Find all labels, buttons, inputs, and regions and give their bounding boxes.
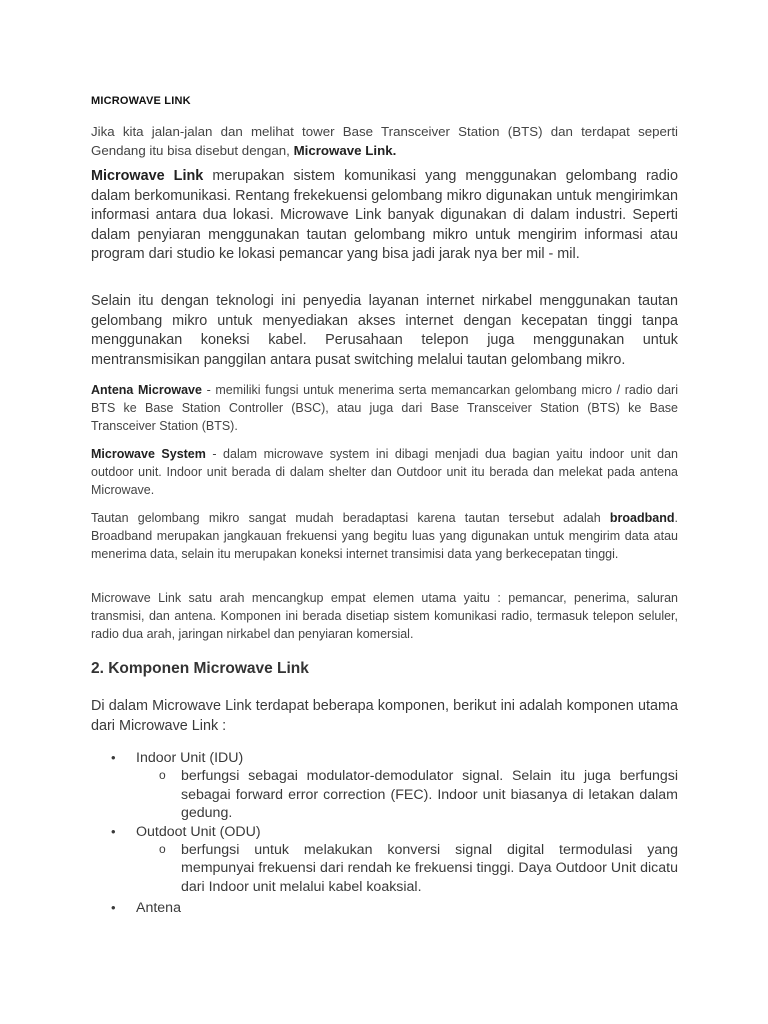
document-title: MICROWAVE LINK: [91, 95, 191, 107]
elements-paragraph: Microwave Link satu arah mencangkup empat elemen utama yaitu : pemancar, penerima, saluran transmisi, dan antena. Komponen ini berada disetiap sistem komunikasi radio, termasuk telepon seluler, radio dua arah, jaringan nirkabel dan penyiaran komersial.: [91, 591, 678, 641]
broadband-paragraph: Tautan gelombang mikro sangat mudah beradaptasi karena tautan tersebut adalah broadband. Broadband merupakan jangkauan frekuensi yang begitu luas yang digunakan untuk mengirim data atau menerima data, selain itu merupakan koneksi internet transimisi data yang berkecepatan tinggi.: [91, 511, 678, 561]
antena-paragraph: Antena Microwave - memiliki fungsi untuk menerima serta memancarkan gelombang micro / radio dari BTS ke Base Station Controller (BSC), atau juga dari Base Transceiver Station (BTS) ke Base Transceiver Station (BTS).: [91, 383, 678, 433]
sub-list-item: [91, 767, 678, 823]
section-heading: 2. Komponen Microwave Link: [91, 660, 309, 677]
list-item: [91, 823, 678, 841]
sub-list-item-text: berfungsi untuk melakukan konversi signal digital termodulasi yang mempunyai frekuensi dari rendah ke frekuensi tinggi. Daya Outdoor Unit dicatu dari Indoor unit melalui kabel koaksial.: [181, 841, 678, 895]
circle-bullet-icon: o: [159, 841, 166, 856]
sub-list-item: [91, 841, 678, 897]
list-item-label: Antena: [136, 900, 181, 916]
internet-paragraph: Selain itu dengan teknologi ini penyedia layanan internet nirkabel menggunakan tautan gelombang mikro untuk menyediakan akses internet dengan kecepatan tinggi tanpa menggunakan koneksi kabel. Perusahaan telepon juga menggunakan untuk mentransmisikan panggilan antara pusat switching melalui tautan gelombang mikro.: [91, 293, 678, 368]
list-item-label: Outdoot Unit (ODU): [136, 823, 261, 840]
definition-paragraph: Microwave Link merupakan sistem komunikasi yang menggunakan gelombang radio dalam berkomunikasi. Rentang frekekuensi gelombang mikro digunakan untuk mengirimkan informasi antara dua lokasi. Microwave Link banyak digunakan di dalam industri. Seperti dalam penyiaran menggunakan tautan gelombang mikro untuk mengirim informasi atau program dari studio ke lokasi pemancar yang bisa jadi jarak nya ber mil - mil.: [91, 168, 678, 262]
system-paragraph: Microwave System - dalam microwave system ini dibagi menjadi dua bagian yaitu indoor unit dan outdoor unit. Indoor unit berada di dalam shelter dan Outdoor unit itu berada dan melekat pada antena Microwave.: [91, 447, 679, 497]
intro-paragraph: Jika kita jalan-jalan dan melihat tower Base Transceiver Station (BTS) dan terdapat seperti Gendang itu bisa disebut dengan, Microwave Link.: [91, 124, 678, 158]
circle-bullet-icon: o: [159, 768, 166, 782]
list-item: [91, 899, 678, 917]
components-intro-paragraph: Di dalam Microwave Link terdapat beberapa komponen, berikut ini adalah komponen utama dari Microwave Link :: [91, 698, 678, 734]
bullet-icon: •: [111, 823, 116, 839]
bullet-icon: •: [111, 750, 116, 765]
list-item: [91, 749, 678, 767]
bullet-icon: •: [111, 900, 116, 915]
components-list: [91, 749, 678, 917]
list-item-label: Indoor Unit (IDU): [136, 750, 244, 766]
sub-list-item-text: berfungsi sebagai modulator-demodulator signal. Selain itu juga berfungsi sebagai forward error correction (FEC). Indoor unit biasanya di letakan dalam gedung.: [181, 768, 678, 821]
